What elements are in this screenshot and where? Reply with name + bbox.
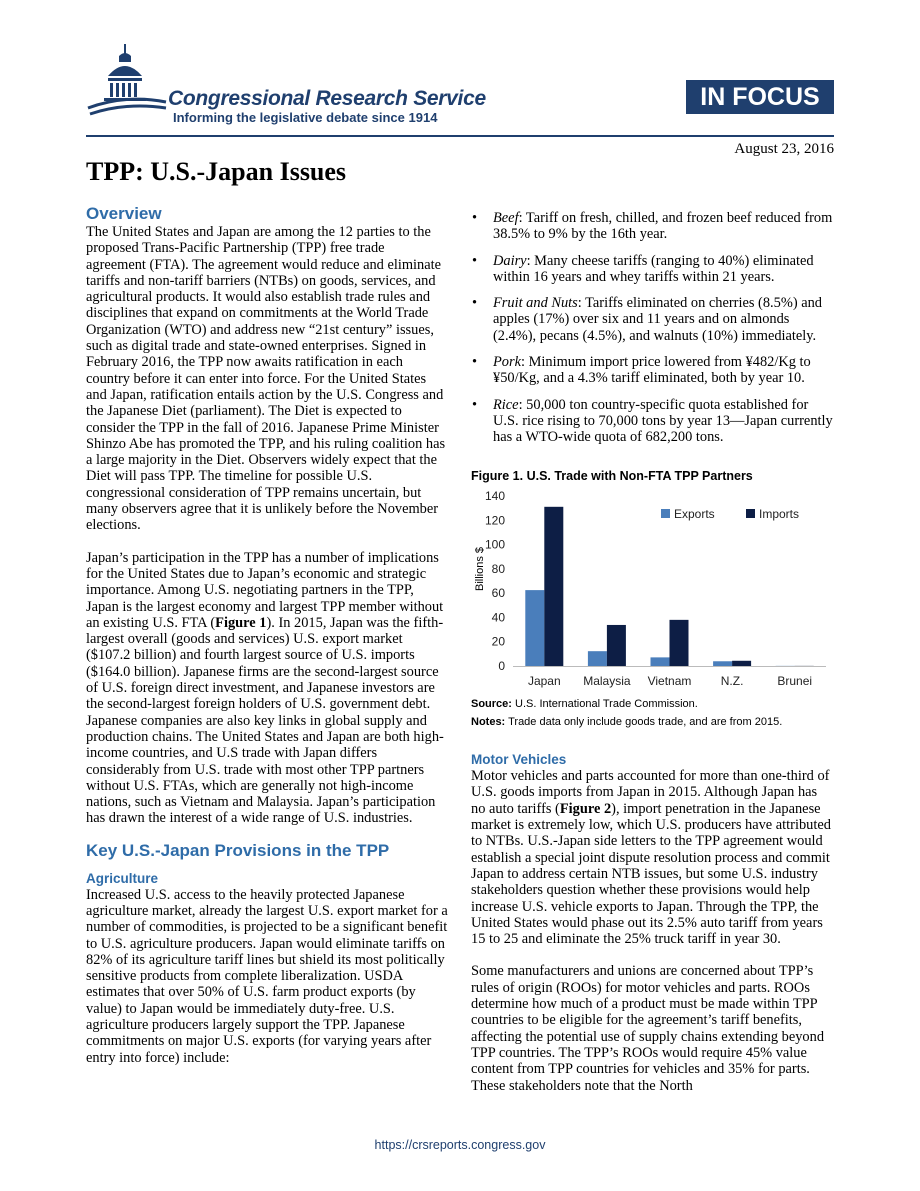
agriculture-heading: Agriculture: [86, 870, 159, 886]
bar-exports-nz: [713, 661, 732, 666]
figure-2-reference[interactable]: Figure 2: [559, 800, 612, 817]
right-column: [471, 204, 833, 1094]
agriculture-paragraph: Increased U.S. access to the heavily protected Japanese agriculture market, already the largest U.S. export market for a number of commodities, is projected to be a significant benefit to U.S. agriculture producers. Japan would eliminate tariffs on 82% of its agriculture tariff lines but shield its most politically sensitive products from complete liberalization. USDA estimates that over 50% of U.S. farm product exports (by value) to Japan would be immediately duty-free. U.S. agriculture producers largely support the TPP. Japanese commitments on major U.S. exports (for varying years after entry into force) include:: [86, 886, 448, 1066]
legend-swatch-exports: [661, 509, 670, 518]
trade-bar-chart: [471, 488, 833, 693]
page-title: TPP: U.S.-Japan Issues: [86, 157, 347, 186]
bar-exports-malaysia: [588, 651, 607, 666]
publication-date: August 23, 2016: [734, 141, 834, 157]
left-column: [86, 204, 448, 1066]
y-tick-label: 0: [498, 658, 505, 673]
bullet-dairy: • Dairy: Many cheese tariffs (ranging to 40%) eliminated within 16 years and whey tariffs within 21 years.: [471, 253, 833, 286]
bar-exports-vietnam: [651, 657, 670, 666]
legend-label-imports: Imports: [759, 506, 800, 521]
in-focus-badge: IN FOCUS: [686, 80, 834, 114]
crs-capitol-logo: [86, 42, 168, 122]
bar-imports-vietnam: [670, 620, 689, 666]
bullet-pork: • Pork: Minimum import price lowered from ¥482/Kg to ¥50/Kg, and a 4.3% tariff eliminated, both by year 10.: [471, 354, 833, 387]
y-axis-label: Billions $: [474, 546, 486, 591]
provision-bullet-list: [471, 210, 833, 446]
figure-1-reference[interactable]: Figure 1: [215, 614, 267, 631]
y-tick-label: 80: [491, 561, 505, 576]
y-tick-label: 100: [484, 537, 505, 552]
bar-imports-malaysia: [607, 625, 626, 666]
bar-imports-japan: [544, 507, 563, 666]
org-name: Congressional Research Service: [168, 87, 486, 110]
org-tagline: Informing the legislative debate since 1914: [173, 110, 438, 125]
legend-swatch-imports: [746, 509, 755, 518]
bullet-beef: • Beef: Tariff on fresh, chilled, and frozen beef reduced from 38.5% to 9% by the 16th year.: [471, 210, 833, 243]
key-provisions-heading: Key U.S.-Japan Provisions in the TPP: [86, 840, 390, 860]
footer-url[interactable]: https://crsreports.congress.gov: [374, 1138, 546, 1152]
legend-label-exports: Exports: [674, 506, 715, 521]
bar-imports-nz: [732, 661, 751, 666]
bar-exports-japan: [525, 590, 544, 666]
x-tick-label: Brunei: [777, 673, 813, 688]
motor-vehicles-paragraph-2: Some manufacturers and unions are concerned about TPP’s rules of origin (ROOs) for motor vehicles and parts. ROOs determine how much of a product must be made within TPP countries to be eligible for the agreement’s tariff benefits, affecting the potential use of supply chains extending beyond TPP countries. The TPP’s ROOs would require 45% value content from TPP countries for vehicles and 35% for parts. These stakeholders note that the North: [471, 963, 825, 1094]
y-tick-label: 40: [491, 610, 505, 625]
overview-paragraph-2: Japan’s participation in the TPP has a number of implications for the United States due to Japan’s economic and strategic importance. Among U.S. negotiating partners in the TPP, Japan is the largest economy and largest TPP member without an existing U.S. FTA (Figure 1). In 2015, Japan was the fifth-largest overall (goods and services) U.S. export market ($107.2 billion) and fourth largest source of U.S. imports ($164.0 billion). Japanese firms are the second-largest source of U.S. foreign direct investment, and Japanese investors are the second-largest foreign holders of U.S. government debt. Japanese companies are also key links in global supply and production chains. The United States and Japan are both high-income countries, and U.S trade with Japan differs considerably from U.S. trade with most other TPP partners without U.S. FTAs, which are generally not high-income nations, such as Vietnam and Malaysia. Japan’s participation has drawn the interest of a wide range of U.S. industries.: [86, 549, 444, 827]
overview-heading: Overview: [86, 204, 162, 223]
figure-title: Figure 1. U.S. Trade with Non-FTA TPP Partners: [471, 468, 753, 483]
y-tick-label: 20: [491, 634, 505, 649]
overview-paragraph-1: The United States and Japan are among the 12 parties to the proposed Trans-Pacific Partnership (TPP) free trade agreement (FTA). The agreement would reduce and eliminate tariffs and non-tariff barriers (NTBs) on goods, services, and agricultural products. It would also establish trade rules and disciplines that expand on commitments at the World Trade Organization (WTO) and address new “21st century” issues, such as digital trade and state-owned enterprises. Signed in February 2016, the TPP now awaits ratification in each country before it can enter into force. For the United States and Japan, ratification entails action by the U.S. Congress and the Japanese Diet (parliament). The Diet is expected to consider the TPP in the fall of 2016. Japanese Prime Minister Shinzo Abe has promoted the TPP, and his ruling coalition has a large majority in the Diet. Observers widely expect that the Diet will pass TPP. The timeline for possible U.S. congressional consideration of TPP remains uncertain, but many observers agree that it is unlikely before the November elections.: [86, 224, 446, 534]
x-tick-label: Vietnam: [647, 673, 692, 688]
bullet-rice: • Rice: 50,000 ton country-specific quota established for U.S. rice rising to 70,000 tons by year 13—Japan currently has a WTO-wide quota of 682,200 tons.: [471, 397, 833, 446]
y-tick-label: 140: [484, 488, 505, 503]
motor-vehicles-heading: Motor Vehicles: [471, 752, 567, 768]
x-tick-label: Malaysia: [583, 673, 631, 688]
motor-vehicles-paragraph-1: Motor vehicles and parts accounted for more than one-third of U.S. goods imports from Japan in 2015. Although Japan has no auto tariffs (Figure 2), import penetration in the Japanese market is extremely low, which U.S. producers have attributed to NTBs. U.S.-Japan side letters to the TPP agreement would establish a special joint dispute resolution process and commit Japan to address certain NTB issues, but some U.S. industry stakeholders question whether these provisions would help increase U.S. vehicle exports to Japan. Through the TPP, the United States would phase out its 2.5% auto tariff from years 15 to 25 and eliminate the 25% truck tariff in year 30.: [471, 768, 831, 948]
x-tick-label: N.Z.: [720, 673, 744, 688]
bullet-fruit-nuts: • Fruit and Nuts: Tariffs eliminated on cherries (8.5%) and apples (17%) over six and 11 years and on almonds (2.4%), pecans (4.5%), and walnuts (10%) immediately.: [471, 295, 833, 344]
y-tick-label: 60: [491, 586, 505, 601]
header-divider: [86, 135, 834, 137]
figure-source: Source: U.S. International Trade Commission.: [471, 698, 698, 711]
x-tick-label: Japan: [527, 673, 561, 688]
figure-notes: Notes: Trade data only include goods trade, and are from 2015.: [471, 716, 783, 729]
y-tick-label: 120: [484, 513, 505, 528]
